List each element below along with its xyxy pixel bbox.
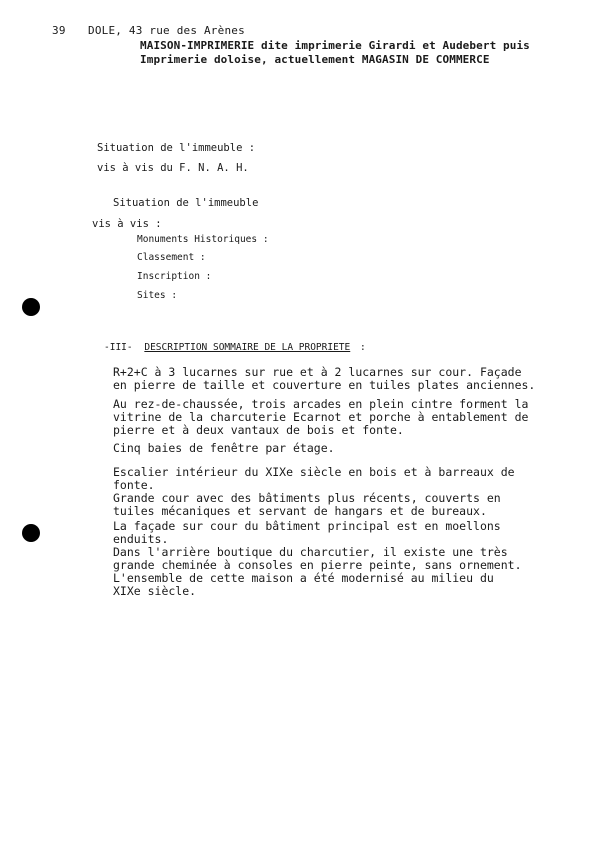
situation-label: Situation de l'immeuble :: [97, 142, 256, 154]
classement-label: Classement :: [137, 252, 206, 263]
vis-a-vis-label: vis à vis :: [92, 218, 162, 230]
section-heading: [104, 342, 366, 353]
paragraph-facade-chimney: La façade sur cour du bâtiment principal est en moellons enduits. Dans l'arrière boutique du charcutier, il existe une très grande cheminée à consoles en pierre peinte, sans ornement.: [113, 519, 522, 572]
paragraph-modernized: L'ensemble de cette maison a été modernisé au milieu du XIXe siècle.: [113, 571, 494, 598]
vis-a-vis-fnah: vis à vis du F. N. A. H.: [97, 162, 249, 174]
paragraph-windows: Cinq baies de fenêtre par étage.: [113, 441, 335, 455]
document-title-line-2: Imprimerie doloise, actuellement MAGASIN DE COMMERCE: [140, 53, 490, 66]
punch-hole-upper: [22, 298, 40, 316]
document-title-line-1: MAISON-IMPRIMERIE dite imprimerie Girardi et Audebert puis: [140, 39, 530, 52]
situation-label-2: Situation de l'immeuble: [113, 197, 259, 209]
sites-label: Sites :: [137, 290, 178, 301]
monuments-historiques-label: Monuments Historiques :: [137, 234, 269, 245]
section-colon: :: [359, 342, 366, 353]
inscription-label: Inscription :: [137, 271, 212, 282]
paragraph-staircase-courtyard: Escalier intérieur du XIXe siècle en bois et à barreaux de fonte. Grande cour avec des bâtiments plus récents, couverts en tuiles mécaniques et servant de hangars et de bureaux.: [113, 465, 515, 518]
punch-hole-lower: [22, 524, 40, 542]
section-title: DESCRIPTION SOMMAIRE DE LA PROPRIETE: [144, 342, 351, 353]
paragraph-roof: R+2+C à 3 lucarnes sur rue et à 2 lucarnes sur cour. Façade en pierre de taille et couverture en tuiles plates anciennes.: [113, 365, 536, 392]
page-number: 39: [52, 24, 66, 37]
section-number: -III-: [104, 342, 133, 353]
address: DOLE, 43 rue des Arènes: [88, 24, 245, 37]
paragraph-ground-floor: Au rez-de-chaussée, trois arcades en plein cintre forment la vitrine de la charcuterie Ecarnot et porche à entablement de pierre et à deux vantaux de bois et fonte.: [113, 397, 529, 437]
